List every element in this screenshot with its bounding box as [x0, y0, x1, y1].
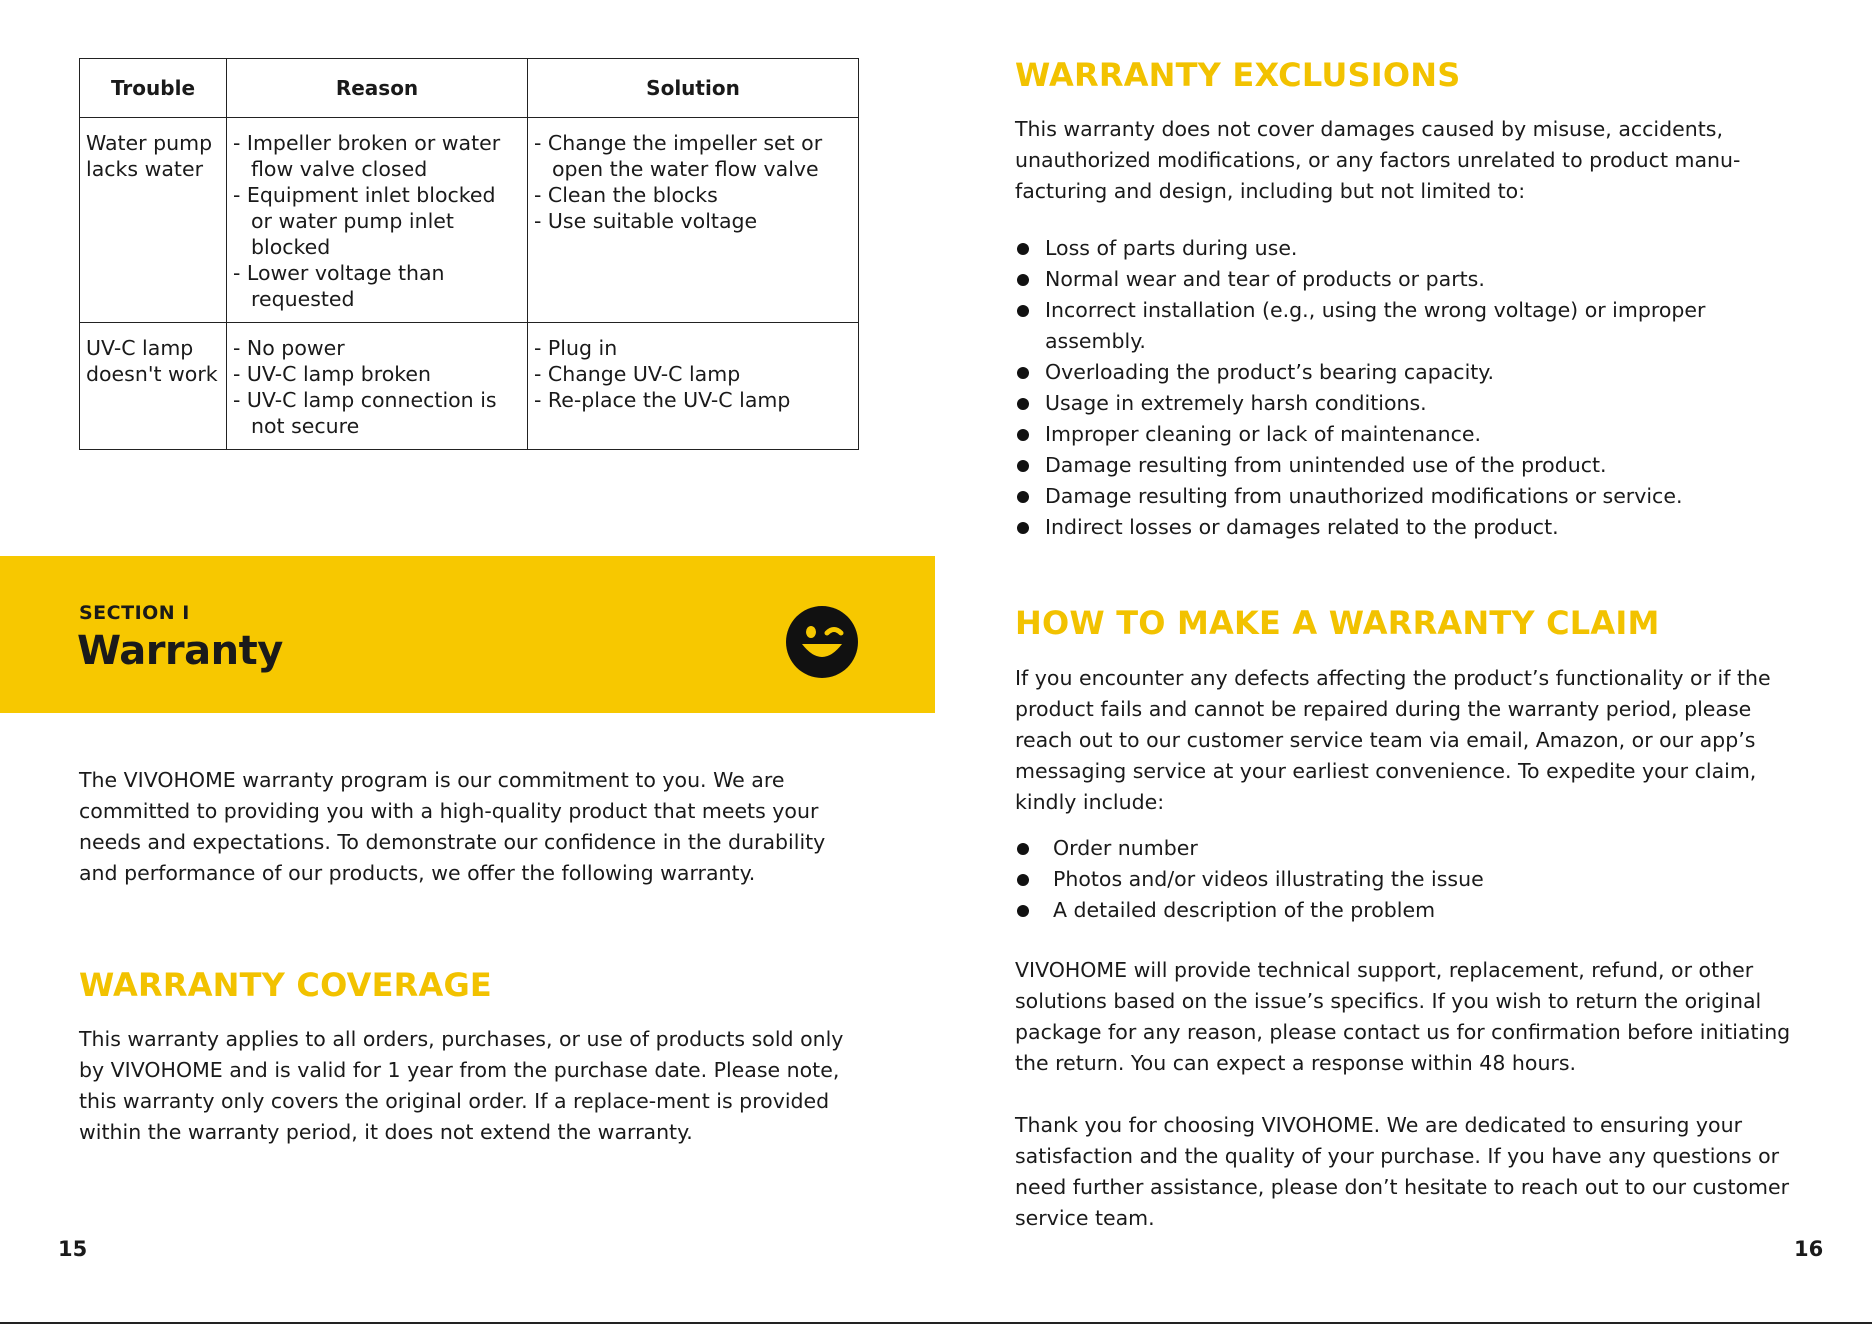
troubleshooting-table [79, 58, 859, 450]
list-item [1015, 357, 1785, 388]
list-item [1015, 419, 1785, 450]
list-item-text: Damage resulting from unauthorized modifications or service. [1045, 484, 1683, 508]
list-item [1015, 295, 1785, 357]
reason-cell [227, 118, 528, 323]
solution-cell [528, 323, 859, 450]
solution-line: - Re-place the UV-C lamp [534, 388, 791, 412]
solution-line: - Clean the blocks [534, 183, 718, 207]
bullet-icon [1017, 874, 1029, 886]
solution-line: - Change UV-C lamp [534, 362, 741, 386]
claim-items-list [1015, 833, 1785, 926]
bullet-icon [1017, 491, 1029, 503]
warranty-exclusions-heading: WARRANTY EXCLUSIONS [1015, 56, 1461, 94]
table-header-row [80, 59, 859, 118]
bullet-icon [1017, 429, 1029, 441]
list-item-text: Order number [1053, 836, 1198, 860]
list-item [1015, 895, 1785, 926]
reason-line: - Lower voltage than requested [233, 261, 445, 311]
bullet-icon [1017, 522, 1029, 534]
bullet-icon [1017, 460, 1029, 472]
list-item-text: Loss of parts during use. [1045, 236, 1298, 260]
solution-line: - Use suitable voltage [534, 209, 758, 233]
list-item-text: Usage in extremely harsh conditions. [1045, 391, 1427, 415]
exclusions-list [1015, 233, 1785, 543]
list-item [1015, 388, 1785, 419]
bullet-icon [1017, 274, 1029, 286]
bullet-icon [1017, 367, 1029, 379]
exclusions-intro: This warranty does not cover damages caused by misuse, accidents, unauthorized modifications, or any factors unrelated to product manu-facturing and design, including but not limited to: [1015, 117, 1741, 203]
page-number-right: 16 [1794, 1237, 1824, 1261]
reason-cell [227, 323, 528, 450]
coverage-paragraph: This warranty applies to all orders, purchases, or use of products sold only by VIVOHOME and is valid for 1 year from the purchase date. Please note, this warranty only covers the original order. If a replace-ment is provided within the warranty period, it does not extend the warranty. [79, 1027, 844, 1144]
bullet-icon [1017, 843, 1029, 855]
reason-line: - UV-C lamp connection is not secure [233, 388, 497, 438]
bullet-icon [1017, 243, 1029, 255]
right-page [936, 0, 1872, 1324]
bullet-icon [1017, 398, 1029, 410]
trouble-cell: UV-C lamp doesn't work [80, 323, 227, 450]
list-item-text: Indirect losses or damages related to the product. [1045, 515, 1559, 539]
list-item-text: A detailed description of the problem [1053, 898, 1436, 922]
solution-cell [528, 118, 859, 323]
section-banner [0, 556, 935, 713]
thanks-paragraph: Thank you for choosing VIVOHOME. We are dedicated to ensuring your satisfaction and the quality of your purchase. If you have any questions or need further assistance, please don’t hesitate to reach out to our customer service team. [1015, 1113, 1790, 1230]
list-item-text: Damage resulting from unintended use of the product. [1045, 453, 1607, 477]
column-header-trouble: Trouble [80, 59, 227, 118]
solution-line: - Plug in [534, 336, 618, 360]
trouble-cell: Water pump lacks water [80, 118, 227, 323]
table-row [80, 323, 859, 450]
smiley-wink-icon [784, 604, 860, 680]
intro-paragraph: The VIVOHOME warranty program is our commitment to you. We are committed to providing you with a high-quality product that meets your needs and expectations. To demonstrate our confidence in the durability and performance of our products, we offer the following warranty. [79, 768, 826, 885]
list-item-text: Overloading the product’s bearing capacity. [1045, 360, 1495, 384]
claim-intro: If you encounter any defects affecting the product’s functionality or if the product fails and cannot be repaired during the warranty period, please reach out to our customer service team via email, Amazon, or our app’s messaging service at your earliest convenience. To expedite your claim, kindly include: [1015, 666, 1771, 814]
list-item [1015, 481, 1785, 512]
list-item-text: Improper cleaning or lack of maintenance. [1045, 422, 1481, 446]
column-header-solution: Solution [528, 59, 859, 118]
warranty-claim-heading: HOW TO MAKE A WARRANTY CLAIM [1015, 604, 1660, 642]
column-header-reason: Reason [227, 59, 528, 118]
page-number-left: 15 [58, 1237, 88, 1261]
list-item [1015, 864, 1785, 895]
list-item [1015, 264, 1785, 295]
warranty-coverage-heading: WARRANTY COVERAGE [79, 966, 492, 1004]
list-item-text: Normal wear and tear of products or parts. [1045, 267, 1485, 291]
reason-line: - Equipment inlet blocked or water pump inlet blocked [233, 183, 496, 259]
list-item [1015, 233, 1785, 264]
list-item [1015, 512, 1785, 543]
list-item-text: Photos and/or videos illustrating the issue [1053, 867, 1484, 891]
reason-line: - Impeller broken or water flow valve closed [233, 131, 501, 181]
support-paragraph: VIVOHOME will provide technical support, replacement, refund, or other solutions based on the issue’s specifics. If you wish to return the original package for any reason, please contact us for confirmation before initiating the return. You can expect a response within 48 hours. [1015, 958, 1791, 1075]
bullet-icon [1017, 905, 1029, 917]
section-title: Warranty [77, 628, 283, 674]
solution-line: - Change the impeller set or open the water flow valve [534, 131, 823, 181]
list-item [1015, 833, 1785, 864]
reason-line: - UV-C lamp broken [233, 362, 432, 386]
list-item [1015, 450, 1785, 481]
section-kicker: SECTION I [79, 602, 190, 624]
bullet-icon [1017, 305, 1029, 317]
table-row [80, 118, 859, 323]
reason-line: - No power [233, 336, 345, 360]
list-item-text: Incorrect installation (e.g., using the wrong voltage) or improper assembly. [1045, 298, 1706, 353]
